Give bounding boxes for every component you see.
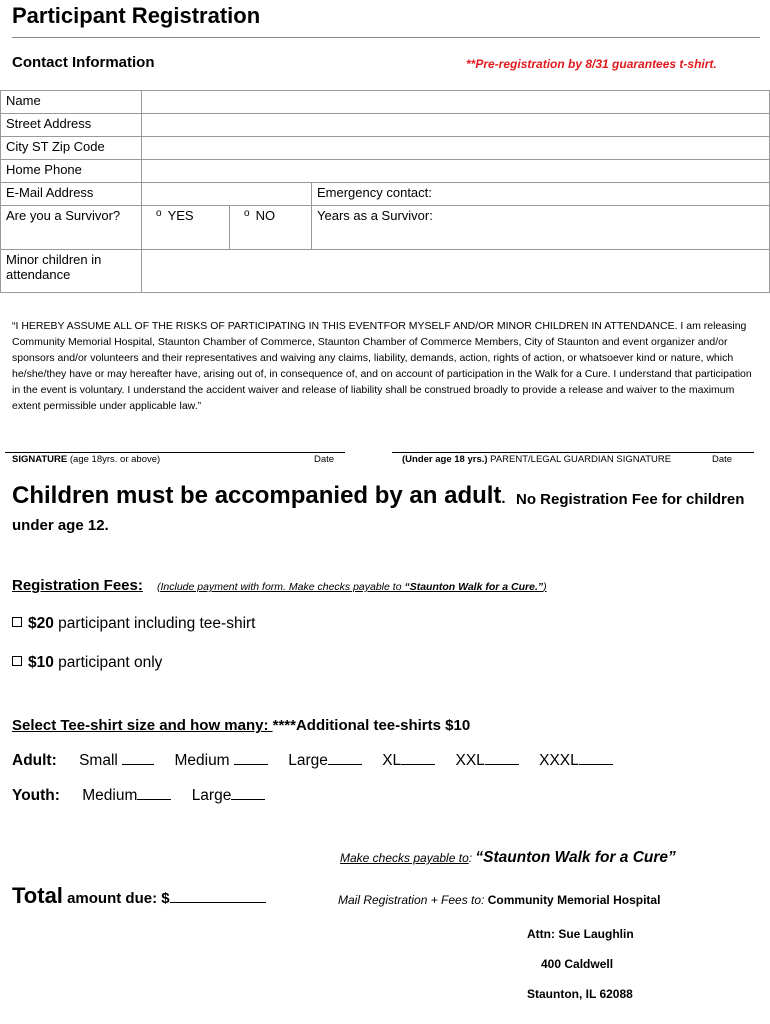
survivor-label: Are you a Survivor? xyxy=(1,206,142,250)
children-notice: Children must be accompanied by an adult. xyxy=(12,482,506,509)
email-label: E-Mail Address xyxy=(1,183,142,206)
name-label: Name xyxy=(1,91,142,114)
registration-fees-heading: Registration Fees: xyxy=(12,577,143,594)
emergency-contact-label: Emergency contact: xyxy=(317,185,432,200)
youth-size-row xyxy=(12,787,281,805)
emergency-contact-field[interactable] xyxy=(312,183,770,206)
no-radio-icon[interactable]: o xyxy=(244,208,250,219)
total-amount[interactable]: Total amount due: $ xyxy=(12,883,266,909)
years-survivor-label: Years as a Survivor: xyxy=(317,208,433,223)
contact-form-table xyxy=(0,90,770,293)
liability-waiver: “I HEREBY ASSUME ALL OF THE RISKS OF PARTICIPATING IN THIS EVENTFOR MYSELF AND/OR MINOR CHILDREN IN ATTENDANCE. I am releasing Community Memorial Hospital, Staunton Chamber of Commerce, Staunton Chamber of Commerce Members, City of Staunton and event organizer and/or sponsors and/or volunteers and their representatives and waiving any claims, liability, demands, action, rights of action, or whatsoever kind or nature, which he/she/they have or may hereafter have, arising out of, in consequence of, and on account of participation in the Walk for a Cure. I understand that participation in the event is voluntary. I understand the accident waiver and release of liability shall be construed broadly to provide a release and waiver to the maximum extent permissible under applicable law.” xyxy=(12,320,752,412)
fee-option-20[interactable]: $20 participant including tee-shirt xyxy=(12,615,255,633)
street-line: 400 Caldwell xyxy=(541,957,614,971)
attn-line: Attn: Sue Laughlin xyxy=(527,927,634,941)
survivor-yes-option[interactable] xyxy=(142,206,230,250)
preregistration-note: **Pre-registration by 8/31 guarantees t-shirt. xyxy=(466,57,717,71)
name-field[interactable] xyxy=(142,91,770,114)
years-survivor-field[interactable] xyxy=(312,206,770,250)
street-field[interactable] xyxy=(142,114,770,137)
minor-children-label: Minor children in attendance xyxy=(1,250,142,293)
city-label: City ST Zip Code xyxy=(1,137,142,160)
size-xxxl[interactable]: XXXL xyxy=(539,752,613,769)
mail-to-line: Mail Registration + Fees to: Community Memorial Hospital xyxy=(338,893,661,907)
street-label: Street Address xyxy=(1,114,142,137)
checkbox-icon[interactable] xyxy=(12,617,22,627)
yes-radio-icon[interactable]: o xyxy=(156,208,162,219)
guardian-date-label: Date xyxy=(712,454,733,465)
children-fee-note-2: under age 12. xyxy=(12,517,109,534)
page-title: Participant Registration xyxy=(12,3,261,28)
survivor-no-option[interactable] xyxy=(230,206,312,250)
city-line: Staunton, IL 62088 xyxy=(527,987,633,1001)
title-divider xyxy=(12,37,760,38)
youth-size-medium[interactable]: Medium xyxy=(82,787,171,804)
size-small[interactable]: Small xyxy=(79,752,154,769)
signature-label: SIGNATURE (age 18yrs. or above) xyxy=(12,454,161,465)
adult-size-row xyxy=(12,752,629,770)
signature-line[interactable] xyxy=(5,452,345,453)
fees-payment-note: (Include payment with form. Make checks payable to “Staunton Walk for a Cure.”) xyxy=(157,581,547,593)
email-field[interactable] xyxy=(142,183,312,206)
guardian-signature-label: (Under age 18 yrs.) PARENT/LEGAL GUARDIAN SIGNATURE xyxy=(402,454,672,465)
make-checks-line: Make checks payable to: “Staunton Walk for a Cure” xyxy=(340,849,676,866)
youth-size-large[interactable]: Large xyxy=(192,787,266,804)
adult-label: Adult: xyxy=(12,752,57,769)
signature-date-label: Date xyxy=(314,454,335,465)
size-xl[interactable]: XL xyxy=(382,752,435,769)
phone-field[interactable] xyxy=(142,160,770,183)
minor-children-field[interactable] xyxy=(142,250,770,293)
size-large[interactable]: Large xyxy=(288,752,362,769)
guardian-signature-line[interactable] xyxy=(392,452,754,453)
city-field[interactable] xyxy=(142,137,770,160)
yes-label: YES xyxy=(167,208,194,223)
phone-label: Home Phone xyxy=(1,160,142,183)
youth-label: Youth: xyxy=(12,787,60,804)
contact-heading: Contact Information xyxy=(12,54,155,71)
children-fee-note: No Registration Fee for children xyxy=(516,491,745,508)
size-xxl[interactable]: XXL xyxy=(455,752,518,769)
size-medium[interactable]: Medium xyxy=(174,752,267,769)
tee-size-heading: Select Tee-shirt size and how many: ****Additional tee-shirts $10 xyxy=(12,717,471,734)
no-label: NO xyxy=(255,208,276,223)
fee-option-10[interactable]: $10 participant only xyxy=(12,654,162,672)
checkbox-icon[interactable] xyxy=(12,656,22,666)
